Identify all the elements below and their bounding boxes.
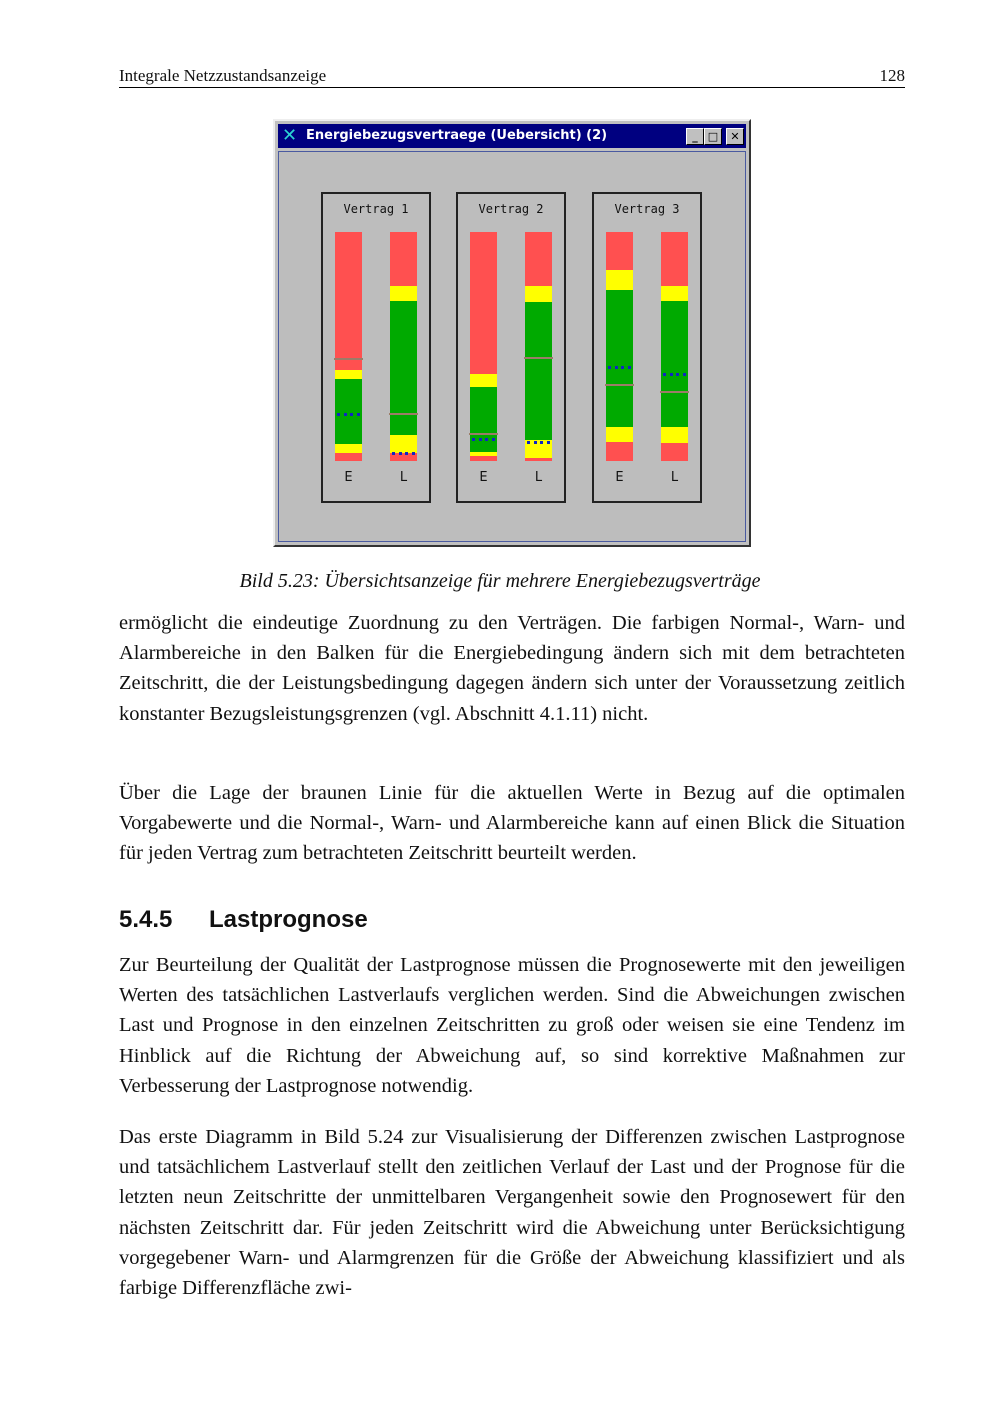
warn-zone	[470, 374, 497, 387]
warn-zone	[335, 370, 362, 379]
bar-label: E	[479, 470, 488, 485]
normal-zone	[606, 290, 633, 427]
section-heading	[119, 906, 368, 934]
contract-group	[456, 192, 566, 503]
x-app-icon: ✕	[282, 125, 298, 146]
alarm-zone	[525, 458, 552, 461]
optimal-value-line	[337, 413, 360, 416]
paragraph: Über die Lage der braunen Linie für die aktuellen Werte in Bezug auf die optimalen Vorgabewerte und die Normal-, Warn- und Alarmbereiche kann auf einen Blick die Situation für jeden Vertrag zum betrachteten Zeitschritt beurteilt werden.	[119, 782, 905, 865]
bar-label: E	[344, 470, 353, 485]
optimal-value-line	[527, 441, 550, 444]
normal-zone	[470, 387, 497, 452]
normal-zone	[335, 379, 362, 444]
status-bar-e	[606, 232, 633, 485]
alarm-zone	[335, 232, 362, 370]
alarm-zone	[470, 456, 497, 461]
close-button[interactable]: ✕	[726, 128, 744, 145]
alarm-zone	[525, 232, 552, 286]
bar-label: L	[534, 470, 543, 485]
status-bar-l	[525, 232, 552, 485]
window-title: Energiebezugsvertraege (Uebersicht) (2)	[306, 128, 608, 143]
maximize-button[interactable]: □	[704, 128, 722, 145]
contract-group	[592, 192, 702, 503]
alarm-zone	[606, 232, 633, 270]
current-value-line	[389, 413, 418, 415]
current-value-line	[605, 384, 634, 386]
section-number: 5.4.5	[119, 906, 173, 933]
normal-zone	[525, 302, 552, 439]
title-bar[interactable]	[278, 124, 746, 148]
alarm-zone	[606, 442, 633, 461]
section-title: Lastprognose	[209, 906, 368, 933]
status-bar-e	[335, 232, 362, 485]
bar-label: E	[615, 470, 624, 485]
window-client-area	[278, 151, 746, 542]
normal-zone	[661, 301, 688, 427]
warn-zone	[525, 286, 552, 303]
paragraph: Das erste Diagramm in Bild 5.24 zur Visualisierung der Differenzen zwischen Lastprognose und tatsächlichem Lastverlauf stellt den zeitlichen Verlauf der Last und der Prognose für die letzten neun Zeitschritte der unmittelbaren Vergangenheit sowie den Prognosewert für den nächsten Zeitschritt dar. Für jeden Zeitschritt wird die Abweichung unter Berücksichtigung vorgegebener Warn- und Alarmgrenzen für die Größe der Abweichung klassifiziert und als farbige Differenzfläche zwi-	[119, 1126, 905, 1300]
warn-zone	[390, 286, 417, 302]
bar-label: L	[670, 470, 679, 485]
contract-label: Vertrag 1	[343, 202, 409, 216]
paragraph: ermöglicht die eindeutige Zuordnung zu den Verträgen. Die farbigen Normal-, Warn- und Alarmbereiche in den Balken für die Energiebedingung ändern sich mit dem betrachteten Zeitschritt, die der Leistungsbedingung dagegen ändern sich unter der Voraussetzung zeitlich konstanter Bezugsleistungsgrenzen (vgl. Abschnitt 4.1.11) nicht.	[119, 612, 905, 725]
warn-zone	[335, 444, 362, 452]
current-value-line	[469, 433, 498, 435]
page-number: 128	[879, 66, 905, 85]
alarm-zone	[335, 453, 362, 461]
status-bar-e	[470, 232, 497, 485]
figure-caption: Bild 5.23: Übersichtsanzeige für mehrere Energiebezugsverträge	[239, 570, 761, 592]
bar-label: L	[399, 470, 408, 485]
optimal-value-line	[472, 438, 495, 441]
alarm-zone	[661, 443, 688, 461]
contract-group	[321, 192, 431, 503]
warn-zone	[606, 270, 633, 290]
warn-zone	[661, 427, 688, 443]
alarm-zone	[390, 232, 417, 286]
alarm-zone	[470, 232, 497, 374]
paragraph: Zur Beurteilung der Qualität der Lastprognose müssen die Prognosewerte mit den jeweiligen Werten des tatsächlichen Lastverlaufs verglichen werden. Sind die Abweichungen zwischen Last und Prognose in den einzelnen Zeitschritten zu groß oder weisen sie eine Tendenz im Hinblick auf die Richtung der Abweichung auf, so sind korrektive Maßnahmen zur Verbesserung der Lastprognose notwendig.	[119, 954, 905, 1097]
header-title: Integrale Netzzustandsanzeige	[119, 66, 327, 85]
status-bar-l	[661, 232, 688, 485]
current-value-line	[660, 391, 689, 393]
warn-zone	[606, 427, 633, 442]
warn-zone	[390, 435, 417, 452]
optimal-value-line	[392, 452, 415, 455]
running-header	[119, 66, 905, 88]
current-value-line	[334, 358, 363, 360]
current-value-line	[524, 357, 553, 359]
contract-label: Vertrag 2	[478, 202, 544, 216]
contract-label: Vertrag 3	[614, 202, 680, 216]
contracts-window	[273, 119, 751, 547]
warn-zone	[661, 286, 688, 302]
status-bar-l	[390, 232, 417, 485]
alarm-zone	[661, 232, 688, 286]
optimal-value-line	[608, 366, 631, 369]
minimize-button[interactable]: _	[686, 128, 704, 145]
optimal-value-line	[663, 373, 686, 376]
